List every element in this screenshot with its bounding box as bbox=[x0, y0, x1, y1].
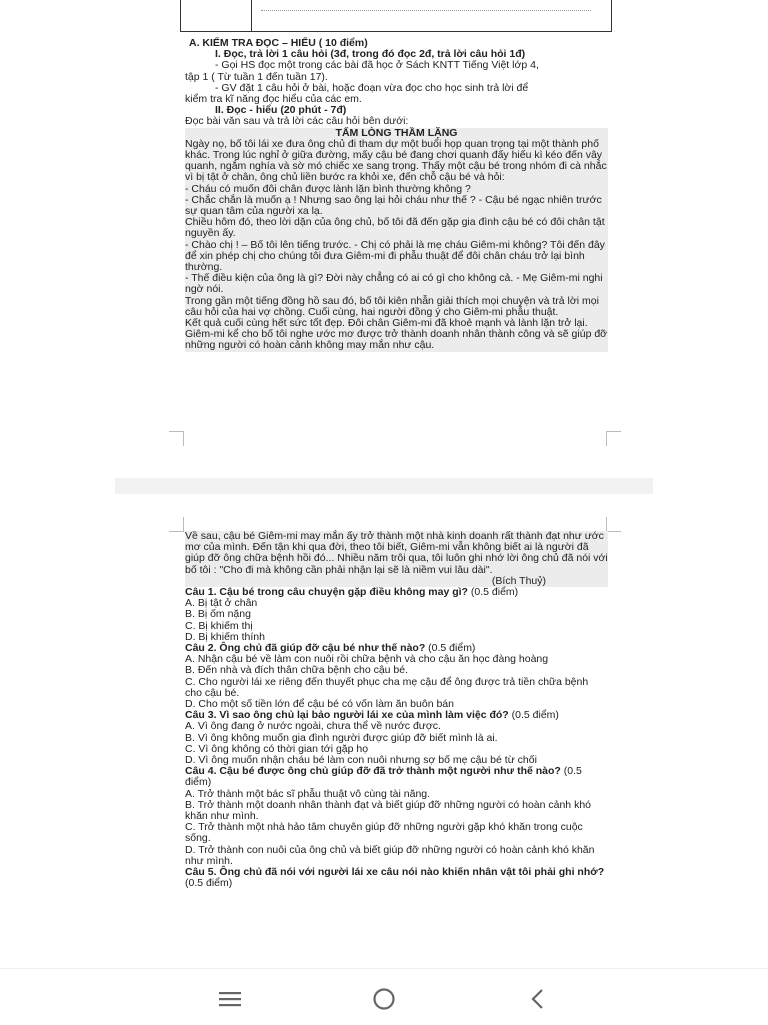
question-3 bbox=[185, 710, 608, 766]
answer-option: B. Trở thành một doanh nhân thành đạt và biết giúp đỡ những người có hoàn cảnh khó khăn như mình. bbox=[185, 798, 591, 823]
story-author: (Bích Thuỷ) bbox=[491, 574, 546, 587]
back-button[interactable] bbox=[508, 979, 568, 1019]
story-paragraph: Ngày nọ, bố tôi lái xe đưa ông chủ đi tham dự một buổi họp quan trọng tại một thành phố khác. Trong lúc nghỉ ở giữa đường, mấy cậu bé đang chơi quanh đấy hiếu kì kéo đến vây quanh, ngắm nghía và sờ mó chiếc xe sang trọng. Thấy một cậu bé trong nhóm đi cà nhắc vì bị tật ở chân, ông chủ liền bước ra khỏi xe, đến chỗ cậu bé và hỏi: bbox=[185, 137, 607, 184]
part1-line2b: kiểm tra kĩ năng đọc hiểu của các em. bbox=[185, 93, 362, 106]
question-points: (0.5 điểm) bbox=[185, 877, 233, 890]
answer-option: B. Đến nhà và đích thân chữa bệnh cho cậu bé. bbox=[185, 664, 409, 677]
question-points: (0.5 điểm) bbox=[425, 642, 476, 655]
answer-option: D. Cho một số tiền lớn để cậu bé có vốn làm ăn buôn bán bbox=[185, 698, 454, 711]
story-paragraph: Kết quả cuối cùng hết sức tốt đẹp. Đôi chân Giêm-mi đã khoẻ mạnh và lành lặn trở lại. Giêm-mi kể cho bố tôi nghe ước mơ được trở thành doanh nhân thành công và sẽ giúp đỡ những người có hoàn cảnh không may mắn như cậu. bbox=[185, 317, 608, 352]
answer-option: C. Cho người lái xe riêng đến thuyết phục cha mẹ cậu để ông được trả tiền chữa bệnh cho cậu bé. bbox=[185, 675, 589, 699]
question-text: Câu 2. Ông chủ đã giúp đỡ cậu bé như thế nào? bbox=[185, 642, 426, 655]
question-points: (0.5 điểm) bbox=[467, 586, 519, 599]
question-4 bbox=[185, 766, 608, 867]
answer-option: A. Trở thành một bác sĩ phẫu thuật vô cùng tài năng. bbox=[185, 787, 431, 800]
section-heading-a: A. KIỂM TRA ĐỌC – HIỂU ( 10 điểm) bbox=[189, 37, 368, 49]
answer-option: A. Vì ông đang ở nước ngoài, chưa thể về nước được. bbox=[185, 720, 441, 733]
home-circle-icon bbox=[370, 985, 398, 1013]
answer-option: B. Bị ốm nặng bbox=[185, 608, 251, 621]
menu-icon bbox=[217, 989, 243, 1009]
home-button[interactable] bbox=[354, 979, 414, 1019]
answer-option: A. Nhận cậu bé về làm con nuôi rồi chữa bệnh và cho cậu ăn học đàng hoàng bbox=[185, 653, 549, 666]
question-points: (0.5 điểm) bbox=[508, 709, 559, 722]
answer-option: A. Bị tật ở chân bbox=[185, 597, 258, 610]
question-text: Câu 5. Ông chủ đã nói với người lái xe câu nói nào khiến nhân vật tôi phải ghi nhớ? bbox=[185, 866, 605, 879]
page-corner-mark bbox=[606, 517, 621, 532]
reading-instruction: Đọc bài văn sau và trả lời các câu hỏi bên dưới: bbox=[185, 115, 409, 128]
story-paragraph: - Cháu có muốn đôi chân được lành lặn bình thường không ? bbox=[185, 182, 471, 195]
question-text: Câu 1. Cậu bé trong câu chuyện gặp điều không may gì? bbox=[185, 586, 468, 599]
question-text: Câu 3. Vì sao ông chủ lại bảo người lái xe của mình làm việc đó? bbox=[185, 709, 509, 722]
answer-option: D. Vì ông muốn nhận cháu bé làm con nuôi nhưng sợ bố mẹ cậu bé từ chối bbox=[185, 754, 537, 767]
page-corner-mark bbox=[606, 431, 621, 446]
part1-line2a: - GV đặt 1 câu hỏi ở bài, hoặc đoạn vừa đọc cho học sinh trả lời để bbox=[215, 81, 529, 94]
recent-apps-button[interactable] bbox=[200, 979, 260, 1019]
answer-option: C. Vì ông không có thời gian tới gặp họ bbox=[185, 742, 369, 755]
story-paragraph: - Chắc chắn là muốn ạ ! Nhưng sao ông lại hỏi cháu như thế ? - Cậu bé ngạc nhiên trước sự quan tâm của người xa lạ. bbox=[185, 193, 602, 218]
answer-option: C. Bị khiếm thị bbox=[185, 619, 253, 632]
part1-title: I. Đọc, trả lời 1 câu hỏi (3đ, trong đó đọc 2đ, trả lời câu hỏi 1đ) bbox=[215, 48, 526, 61]
document-page-2 bbox=[185, 531, 608, 890]
question-1 bbox=[185, 587, 608, 643]
part1-line1b: tập 1 ( Từ tuần 1 đến tuần 17). bbox=[185, 70, 328, 83]
page-corner-mark bbox=[169, 517, 184, 532]
dotted-answer-line bbox=[261, 10, 591, 11]
story-title: TẤM LÒNG THẦM LẶNG bbox=[335, 126, 458, 139]
story-paragraph: Trong gần một tiếng đồng hồ sau đó, bố tôi kiên nhẫn giải thích mọi chuyện và trả lời mọi câu hỏi của hai vợ chồng. Cuối cùng, hai người đồng ý cho Giêm-mi phẫu thuật. bbox=[185, 294, 599, 318]
page-corner-mark bbox=[169, 431, 184, 446]
answer-option: C. Trở thành một nhà hảo tâm chuyên giúp đỡ những người gặp khó khăn trong cuộc sống. bbox=[185, 821, 583, 845]
story-paragraph: Chiều hôm đó, theo lời dặn của ông chủ, bố tôi đã đến gặp gia đình cậu bé có đôi chân tật nguyền ấy. bbox=[185, 216, 605, 240]
question-text: Câu 4. Cậu bé được ông chủ giúp đỡ đã trở thành một người như thế nào? bbox=[185, 765, 561, 778]
answer-option: B. Vì ông không muốn gia đình người được giúp đỡ biết mình là ai. bbox=[185, 731, 498, 744]
story-block bbox=[185, 128, 608, 352]
story-block-continued bbox=[185, 531, 608, 587]
story-closing-paragraph: Về sau, cậu bé Giêm-mi may mắn ấy trở thành một nhà kinh doanh rất thành đạt như ước mơ của mình. Đến tận khi qua đời, theo tôi biết, Giêm-mi vẫn không biết ai là người đã giúp đỡ ông chữa bệnh hồi đó... Nhiều năm trôi qua, tôi luôn ghi nhớ lời ông chủ đã nói với bố tôi : "Cho đi mà không cần phải nhận lại sẽ là niềm vui lâu dài". bbox=[185, 530, 608, 576]
header-table bbox=[180, 0, 612, 32]
part2-title: II. Đọc - hiểu (20 phút - 7đ) bbox=[215, 104, 347, 117]
system-navigation-bar bbox=[0, 968, 768, 1025]
story-paragraph: - Thế điều kiện của ông là gì? Đời này chẳng có ai có gì cho không cả. - Mẹ Giêm-mi nghi ngờ nói. bbox=[185, 272, 603, 296]
question-5 bbox=[185, 867, 608, 889]
table-divider bbox=[251, 0, 252, 31]
page-separator bbox=[115, 478, 653, 494]
answer-option: D. Trở thành con nuôi của ông chủ và biết giúp đỡ những người có hoàn cảnh khó khăn như mình. bbox=[185, 843, 595, 867]
part1-line1a: - Gọi HS đọc một trong các bài đã học ở Sách KNTT Tiếng Việt lớp 4, bbox=[215, 59, 539, 72]
document-page-1 bbox=[185, 38, 608, 352]
question-2 bbox=[185, 643, 608, 710]
question-points: (0.5 điểm) bbox=[185, 765, 582, 789]
answer-option: D. Bị khiếm thính bbox=[185, 630, 265, 643]
back-chevron-icon bbox=[528, 987, 548, 1011]
story-paragraph: - Chào chị ! – Bố tôi lên tiếng trước. - Chị có phải là mẹ cháu Giêm-mi không? Tôi đến đây để xin phép chị cho chúng tôi đưa Giêm-mi đi phẫu thuật để đôi chân cháu trở lại bình thường. bbox=[185, 238, 605, 274]
